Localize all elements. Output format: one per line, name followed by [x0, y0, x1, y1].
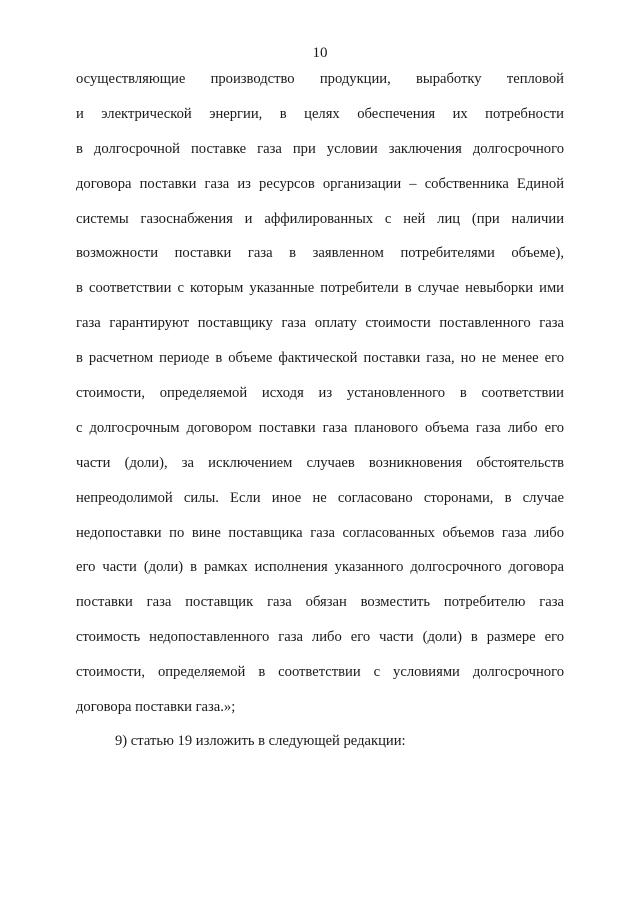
paragraph-line: с долгосрочным договором поставки газа планового объема газа либо его [76, 419, 564, 436]
paragraph-line: недопоставки по вине поставщика газа согласованных объемов газа либо [76, 524, 564, 541]
paragraph-line: осуществляющие производство продукции, выработку тепловой [76, 71, 564, 87]
list-item: 9) статью 19 изложить в следующей редакции: [115, 733, 406, 749]
paragraph-line: стоимость недопоставленного газа либо его части (доли) в размере его [76, 629, 564, 646]
paragraph-line: в расчетном периоде в объеме фактической поставки газа, но не менее его [76, 350, 564, 367]
paragraph-line: и электрической энергии, в целях обеспечения их потребности [76, 105, 564, 122]
paragraph-line: части (доли), за исключением случаев возникновения обстоятельств [76, 454, 564, 471]
paragraph-line: договора поставки газа.»; [76, 699, 236, 716]
paragraph-line: поставки газа поставщик газа обязан возместить потребителю газа [76, 594, 564, 611]
paragraph-line: непреодолимой силы. Если иное не согласовано сторонами, в случае [76, 489, 564, 506]
paragraph-line: стоимости, определяемой в соответствии с условиями долгосрочного [76, 664, 564, 681]
paragraph-line: системы газоснабжения и аффилированных с ней лиц (при наличии [76, 210, 564, 227]
paragraph-line: его части (доли) в рамках исполнения указанного долгосрочного договора [76, 559, 564, 576]
paragraph-line: в долгосрочной поставке газа при условии заключения долгосрочного [76, 140, 564, 157]
paragraph-line: возможности поставки газа в заявленном потребителями объеме), [76, 245, 564, 262]
paragraph [76, 69, 564, 732]
paragraph-line: газа гарантируют поставщику газа оплату стоимости поставленного газа [76, 315, 564, 332]
paragraph-line: в соответствии с которым указанные потребители в случае невыборки ими [76, 280, 564, 297]
paragraph-line: договора поставки газа из ресурсов организации – собственника Единой [76, 175, 564, 192]
paragraph-line: стоимости, определяемой исходя из установленного в соответствии [76, 385, 564, 402]
page-number: 10 [312, 45, 328, 61]
